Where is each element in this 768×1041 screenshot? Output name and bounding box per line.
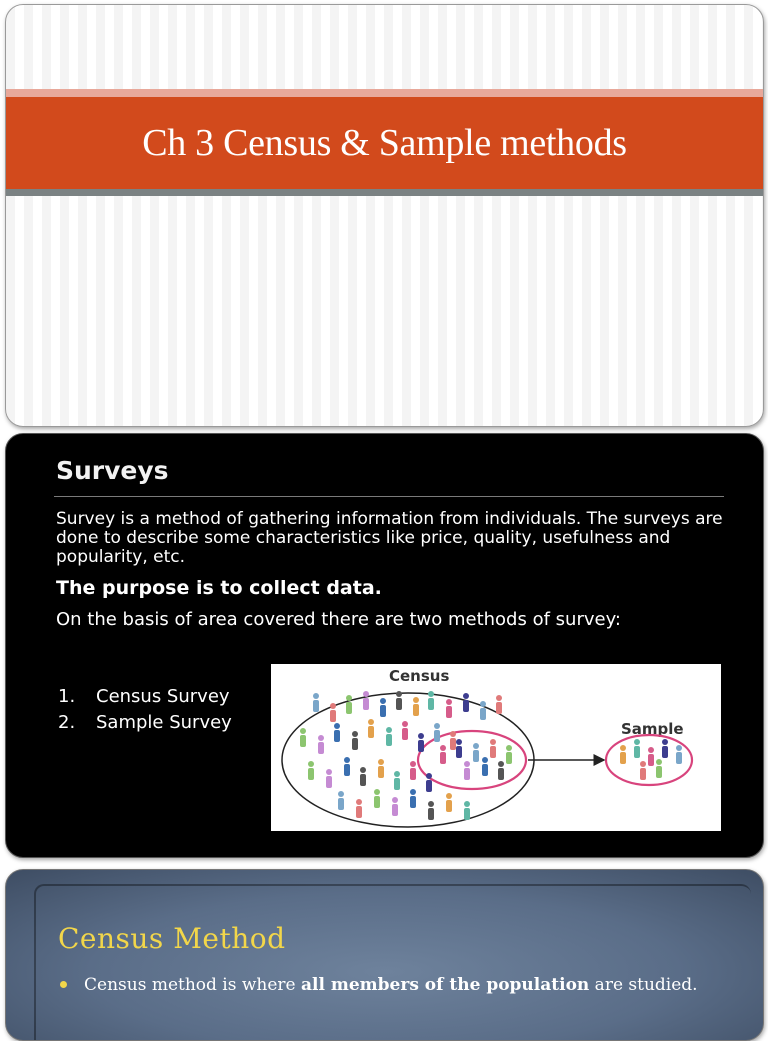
person-icon [410, 789, 416, 808]
person-icon [360, 767, 366, 786]
person-icon [413, 697, 419, 716]
person-icon [620, 745, 626, 764]
person-icon [338, 791, 344, 810]
slide-title: Ch 3 Census & Sample methods [142, 122, 627, 164]
census-label: Census [389, 667, 450, 685]
person-icon [506, 745, 512, 764]
person-icon [676, 745, 682, 764]
person-icon [356, 799, 362, 818]
person-icon [344, 757, 350, 776]
person-icon [326, 769, 332, 788]
population-ellipse [282, 693, 534, 827]
person-icon [450, 731, 456, 750]
person-icon [318, 735, 324, 754]
person-icon [334, 723, 340, 742]
census-sample-diagram [271, 664, 721, 831]
person-icon [482, 757, 488, 776]
person-icon [410, 761, 416, 780]
purpose-statement: The purpose is to collect data. [56, 577, 382, 599]
person-icon [440, 745, 446, 764]
census-method-slide [5, 869, 764, 1041]
person-icon [480, 701, 486, 720]
person-icon [378, 759, 384, 778]
survey-definition: Survey is a method of gathering information from individuals. The surveys are done to describe some characteristics like price, quality, usefulness and popularity, etc. [56, 509, 723, 567]
methods-intro: On the basis of area covered there are two methods of survey: [56, 609, 621, 630]
title-band-highlight [6, 89, 763, 97]
person-icon [363, 691, 369, 710]
person-icon [313, 693, 319, 712]
bullet-icon [60, 981, 67, 988]
person-icon [392, 797, 398, 816]
person-icon [346, 695, 352, 714]
slide-frame [34, 884, 751, 1041]
person-icon [446, 793, 452, 812]
title-band-shadow [6, 189, 763, 196]
person-icon [464, 801, 470, 820]
person-icon [426, 773, 432, 792]
person-icon [402, 721, 408, 740]
list-item: 2. Sample Survey [58, 712, 232, 733]
person-icon [428, 691, 434, 710]
methods-list [58, 684, 232, 736]
person-icon [380, 698, 386, 717]
person-icon [368, 719, 374, 738]
person-icon [662, 739, 668, 758]
person-icon [464, 761, 470, 780]
person-icon [418, 733, 424, 752]
title-band [6, 97, 763, 189]
person-icon [648, 747, 654, 766]
slide-heading: Surveys [56, 456, 169, 485]
slide-body [56, 510, 736, 630]
person-icon [396, 691, 402, 710]
person-icon [634, 739, 640, 758]
person-icon [640, 761, 646, 780]
person-icon [308, 761, 314, 780]
person-icon [496, 695, 502, 714]
person-icon [473, 743, 479, 762]
title-slide [5, 4, 764, 427]
bullet-item: Census method is where all members of the population are studied. [60, 974, 724, 996]
person-icon [434, 723, 440, 742]
list-item: 1. Census Survey [58, 686, 230, 707]
person-icon [386, 727, 392, 746]
slide-heading: Census Method [58, 922, 286, 955]
person-icon [330, 703, 336, 722]
sample-label: Sample [621, 720, 684, 738]
surveys-slide [5, 433, 764, 858]
person-icon [428, 801, 434, 820]
person-icon [374, 789, 380, 808]
person-icon [498, 761, 504, 780]
person-icon [300, 728, 306, 747]
person-icon [490, 739, 496, 758]
person-icon [656, 759, 662, 778]
person-icon [456, 739, 462, 758]
person-icon [463, 693, 469, 712]
person-icon [446, 699, 452, 718]
person-icon [352, 731, 358, 750]
heading-divider [54, 496, 724, 497]
person-icon [394, 771, 400, 790]
census-sample-illustration [271, 664, 721, 831]
